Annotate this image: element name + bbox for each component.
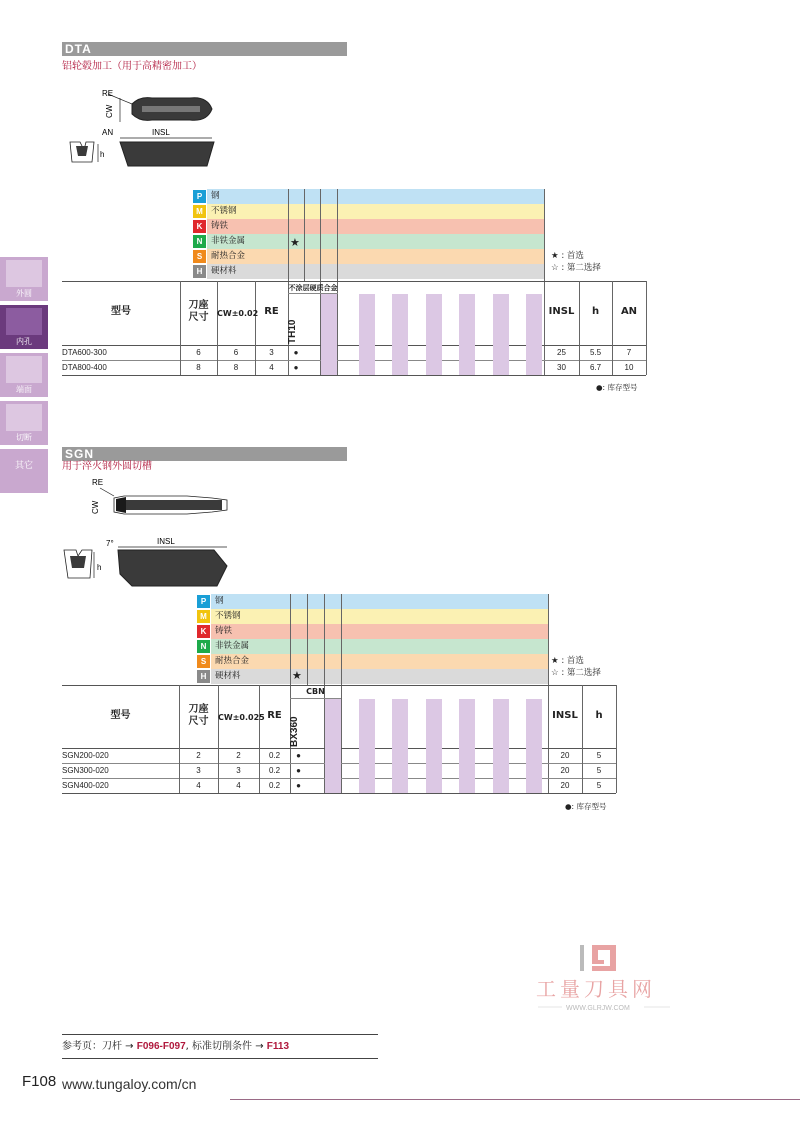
sgn-header-re: RE <box>267 710 282 721</box>
cell-model: DTA800-400 <box>62 363 107 372</box>
material-name: 不锈钢 <box>207 204 544 219</box>
side-tab-other[interactable] <box>0 449 48 493</box>
dta-header-re: RE <box>264 306 279 317</box>
sgn-header-size-1: 刀座 <box>188 704 209 715</box>
material-row-h <box>197 669 548 684</box>
cell-h: 5 <box>596 751 602 760</box>
dta-header-size-1: 刀座 <box>188 300 209 311</box>
dta-insl-label: INSL <box>152 128 170 137</box>
dta-grade-group: 不涂层硬质合金 <box>288 284 338 292</box>
watermark-text: 工量刀具网 <box>536 977 656 1001</box>
material-row-m <box>193 204 544 219</box>
cell-insl: 20 <box>560 781 570 790</box>
material-code-badge: H <box>193 265 206 278</box>
cell-size: 8 <box>196 363 201 372</box>
cell-h: 5.5 <box>589 348 602 357</box>
cutoff-thumbnail <box>6 404 42 431</box>
inner-thumbnail <box>6 308 42 335</box>
side-tab-outer[interactable] <box>0 257 48 301</box>
cell-size: 6 <box>196 348 201 357</box>
cell-h: 5 <box>596 766 602 775</box>
cell-re: 4 <box>269 363 274 372</box>
dta-header-size-2: 尺寸 <box>188 312 209 323</box>
sgn-header-insl: INSL <box>552 710 578 721</box>
material-row-s <box>197 654 548 669</box>
sgn-insl-label: INSL <box>157 537 175 546</box>
side-tab-inner[interactable] <box>0 305 48 349</box>
cell-model: SGN200-020 <box>62 751 109 760</box>
cell-insl: 25 <box>557 348 566 357</box>
side-tab-label: 外圆 <box>16 289 32 298</box>
sgn-grade-bx360: BX360 <box>289 716 300 747</box>
cell-cw: 6 <box>233 348 239 357</box>
cell-cw: 8 <box>233 363 239 372</box>
material-code-badge: S <box>197 655 210 668</box>
dta-subtitle: 铝轮毂加工（用于高精密加工） <box>62 61 202 72</box>
side-tab-label: 其它 <box>14 461 33 471</box>
cell-re: 0.2 <box>268 751 281 760</box>
face-thumbnail <box>6 356 42 383</box>
cell-insl: 20 <box>560 751 570 760</box>
material-row-n <box>193 234 544 249</box>
dta-cw-label: CW <box>105 104 114 118</box>
cell-re: 3 <box>269 348 274 357</box>
sgn-header-model: 型号 <box>110 710 131 721</box>
material-row-p <box>197 594 548 609</box>
sgn-header-h: h <box>595 710 603 721</box>
material-code-badge: M <box>197 610 210 623</box>
material-code-badge: N <box>197 640 210 653</box>
dta-an-label: AN <box>102 128 114 137</box>
legend-first-choice: ★ : 首选 <box>551 251 584 261</box>
sgn-header-cw: CW±0.025 <box>218 713 265 722</box>
material-name: 不锈钢 <box>211 609 548 624</box>
dta-header-insl: INSL <box>548 306 575 317</box>
cell-size: 3 <box>196 766 201 775</box>
cell-re: 0.2 <box>268 766 281 775</box>
material-name: 硬材料 <box>207 264 544 279</box>
dta-header-cw: CW±0.02 <box>217 309 259 318</box>
material-code-badge: P <box>197 595 210 608</box>
dta-first-choice-star: ★ <box>290 236 300 249</box>
material-code-badge: K <box>197 625 210 638</box>
material-row-s <box>193 249 544 264</box>
sgn-h-label: h <box>97 563 102 572</box>
material-row-k <box>193 219 544 234</box>
cell-cw: 3 <box>236 766 241 775</box>
cell-stock: ● <box>296 781 301 790</box>
watermark-url: WWW.GLRJW.COM <box>566 1005 630 1012</box>
material-code-badge: P <box>193 190 206 203</box>
sgn-angle-label: 7° <box>106 539 114 548</box>
footer-ref-holder-link[interactable]: F096-F097 <box>136 1041 186 1052</box>
sgn-grade-group: CBN <box>306 687 325 696</box>
cell-model: DTA600-300 <box>62 348 107 357</box>
sgn-section-title: SGN <box>62 447 347 461</box>
footer-ref-prefix: 参考页：刀杆 → <box>62 1041 134 1052</box>
sgn-insert-diagram <box>62 476 242 591</box>
sgn-header-size-2: 尺寸 <box>188 716 209 727</box>
side-tab-label: 切断 <box>16 433 32 442</box>
cell-size: 4 <box>196 781 201 790</box>
cell-stock: ● <box>296 751 301 760</box>
material-code-badge: K <box>193 220 206 233</box>
cell-re: 0.2 <box>268 781 281 790</box>
cell-model: SGN400-020 <box>62 781 109 790</box>
dta-stock-note: ●: 库存型号 <box>596 383 638 392</box>
legend-first-choice: ★ : 首选 <box>551 656 584 666</box>
dta-re-label: RE <box>102 89 114 98</box>
cell-an: 10 <box>624 363 634 372</box>
side-tab-label: 端面 <box>16 385 32 394</box>
outer-thumbnail <box>6 260 42 287</box>
cell-stock: ● <box>293 363 299 372</box>
legend-second-choice: ☆ : 第二选择 <box>551 263 601 273</box>
cell-h: 5 <box>596 781 602 790</box>
cell-model: SGN300-020 <box>62 766 109 775</box>
footer-ref-mid: , 标准切削条件 → <box>185 1041 264 1052</box>
material-name: 铸铁 <box>207 219 544 234</box>
material-row-k <box>197 624 548 639</box>
dta-insert-diagram <box>62 84 232 174</box>
material-code-badge: H <box>197 670 210 683</box>
material-code-badge: N <box>193 235 206 248</box>
cell-an: 7 <box>626 348 632 357</box>
dta-header-h: h <box>591 306 600 317</box>
dta-grade-th10: TH10 <box>287 319 298 344</box>
sgn-first-choice-star: ★ <box>292 669 302 682</box>
material-name: 非铁金属 <box>211 639 548 654</box>
material-row-p <box>193 189 544 204</box>
cell-cw: 4 <box>236 781 241 790</box>
cell-stock: ● <box>296 766 301 775</box>
sgn-re-label: RE <box>92 478 104 487</box>
cell-insl: 20 <box>560 766 570 775</box>
cell-size: 2 <box>196 751 201 760</box>
sgn-cw-label: CW <box>91 500 100 514</box>
material-name: 耐热合金 <box>207 249 544 264</box>
website-link[interactable]: www.tungaloy.com/cn <box>62 1076 197 1092</box>
sgn-stock-note: ●: 库存型号 <box>565 802 607 811</box>
material-code-badge: M <box>193 205 206 218</box>
side-tab-label: 内孔 <box>16 337 32 346</box>
cell-h: 6.7 <box>589 363 602 372</box>
cell-cw: 2 <box>236 751 241 760</box>
dta-header-model: 型号 <box>111 306 131 317</box>
dta-h-label: h <box>100 150 105 159</box>
material-row-h <box>193 264 544 279</box>
material-code-badge: S <box>193 250 206 263</box>
material-name: 钢 <box>207 189 544 204</box>
footer-ref-conditions-link[interactable]: F113 <box>266 1041 290 1052</box>
legend-second-choice: ☆ : 第二选择 <box>551 668 601 678</box>
material-name: 硬材料 <box>211 669 548 684</box>
material-row-m <box>197 609 548 624</box>
material-name: 非铁金属 <box>207 234 544 249</box>
watermark-logo <box>536 940 676 1020</box>
dta-header-an: AN <box>620 306 638 317</box>
side-tab-face[interactable] <box>0 353 48 397</box>
material-row-n <box>197 639 548 654</box>
cell-insl: 30 <box>557 363 566 372</box>
material-name: 耐热合金 <box>211 654 548 669</box>
material-name: 铸铁 <box>211 624 548 639</box>
dta-section-title: DTA <box>62 42 347 56</box>
sgn-subtitle: 用于淬火钢外圆切槽 <box>62 461 152 472</box>
footer-reference <box>62 1040 289 1054</box>
cell-stock: ● <box>293 348 299 357</box>
page-number: F108 <box>22 1073 57 1090</box>
side-tab-cutoff[interactable] <box>0 401 48 445</box>
material-name: 钢 <box>211 594 548 609</box>
